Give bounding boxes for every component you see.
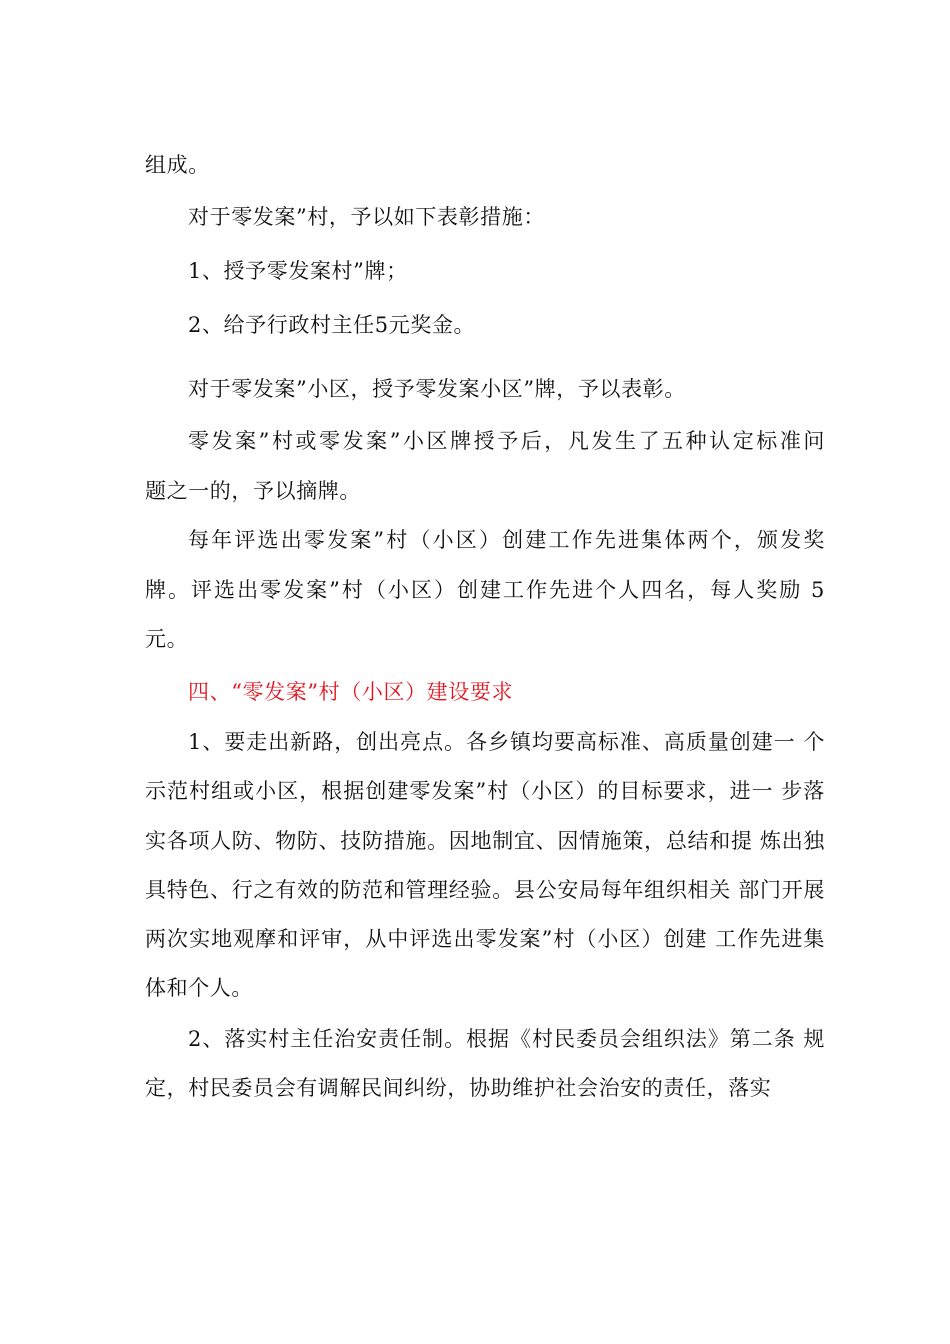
paragraph-line: 定，村民委员会有调解民间纠纷，协助维护社会治安的责任，落实: [145, 1076, 772, 1100]
paragraph-line: 两次实地观摩和评审，从中评选出零发案”村（小区）创建 工作先进集: [145, 927, 825, 951]
paragraph-line: 组成。: [145, 153, 210, 177]
paragraph-line: 每年评选出零发案”村（小区）创建工作先进集体两个，颁发奖: [188, 528, 825, 552]
paragraph-line: 零发案”村或零发案”小区牌授予后，凡发生了五种认定标准问: [188, 429, 825, 453]
section-heading: 四、“零发案”村（小区）建设要求: [188, 680, 514, 704]
paragraph-line: 对于零发案”小区，授予零发案小区”牌，予以表彰。: [188, 377, 686, 401]
list-item: 1、授予零发案村”牌；: [188, 259, 408, 283]
paragraph-line: 1、要走出新路，创出亮点。各乡镇均要高标准、高质量创建一 个: [188, 730, 825, 754]
list-item: 2、给予行政村主任5元奖金。: [188, 313, 476, 337]
paragraph-line: 2、落实村主任治安责任制。根据《村民委员会组织法》第二条 规: [188, 1027, 825, 1051]
paragraph-line: 示范村组或小区，根据创建零发案”村（小区）的目标要求，进一 步落: [145, 779, 825, 803]
paragraph-line: 实各项人防、物防、技防措施。因地制宜、因情施策，总结和提 炼出独: [145, 829, 825, 853]
paragraph-line: 体和个人。: [145, 976, 253, 1000]
paragraph-line: 元。: [145, 627, 189, 651]
paragraph-line: 牌。评选出零发案”村（小区）创建工作先进个人四名，每人奖励 5: [145, 578, 825, 602]
paragraph-line: 题之一的，予以摘牌。: [145, 479, 361, 503]
paragraph-line: 对于零发案”村，予以如下表彰措施：: [188, 205, 545, 229]
paragraph-line: 具特色、行之有效的防范和管理经验。县公安局每年组织相关 部门开展: [145, 878, 825, 902]
